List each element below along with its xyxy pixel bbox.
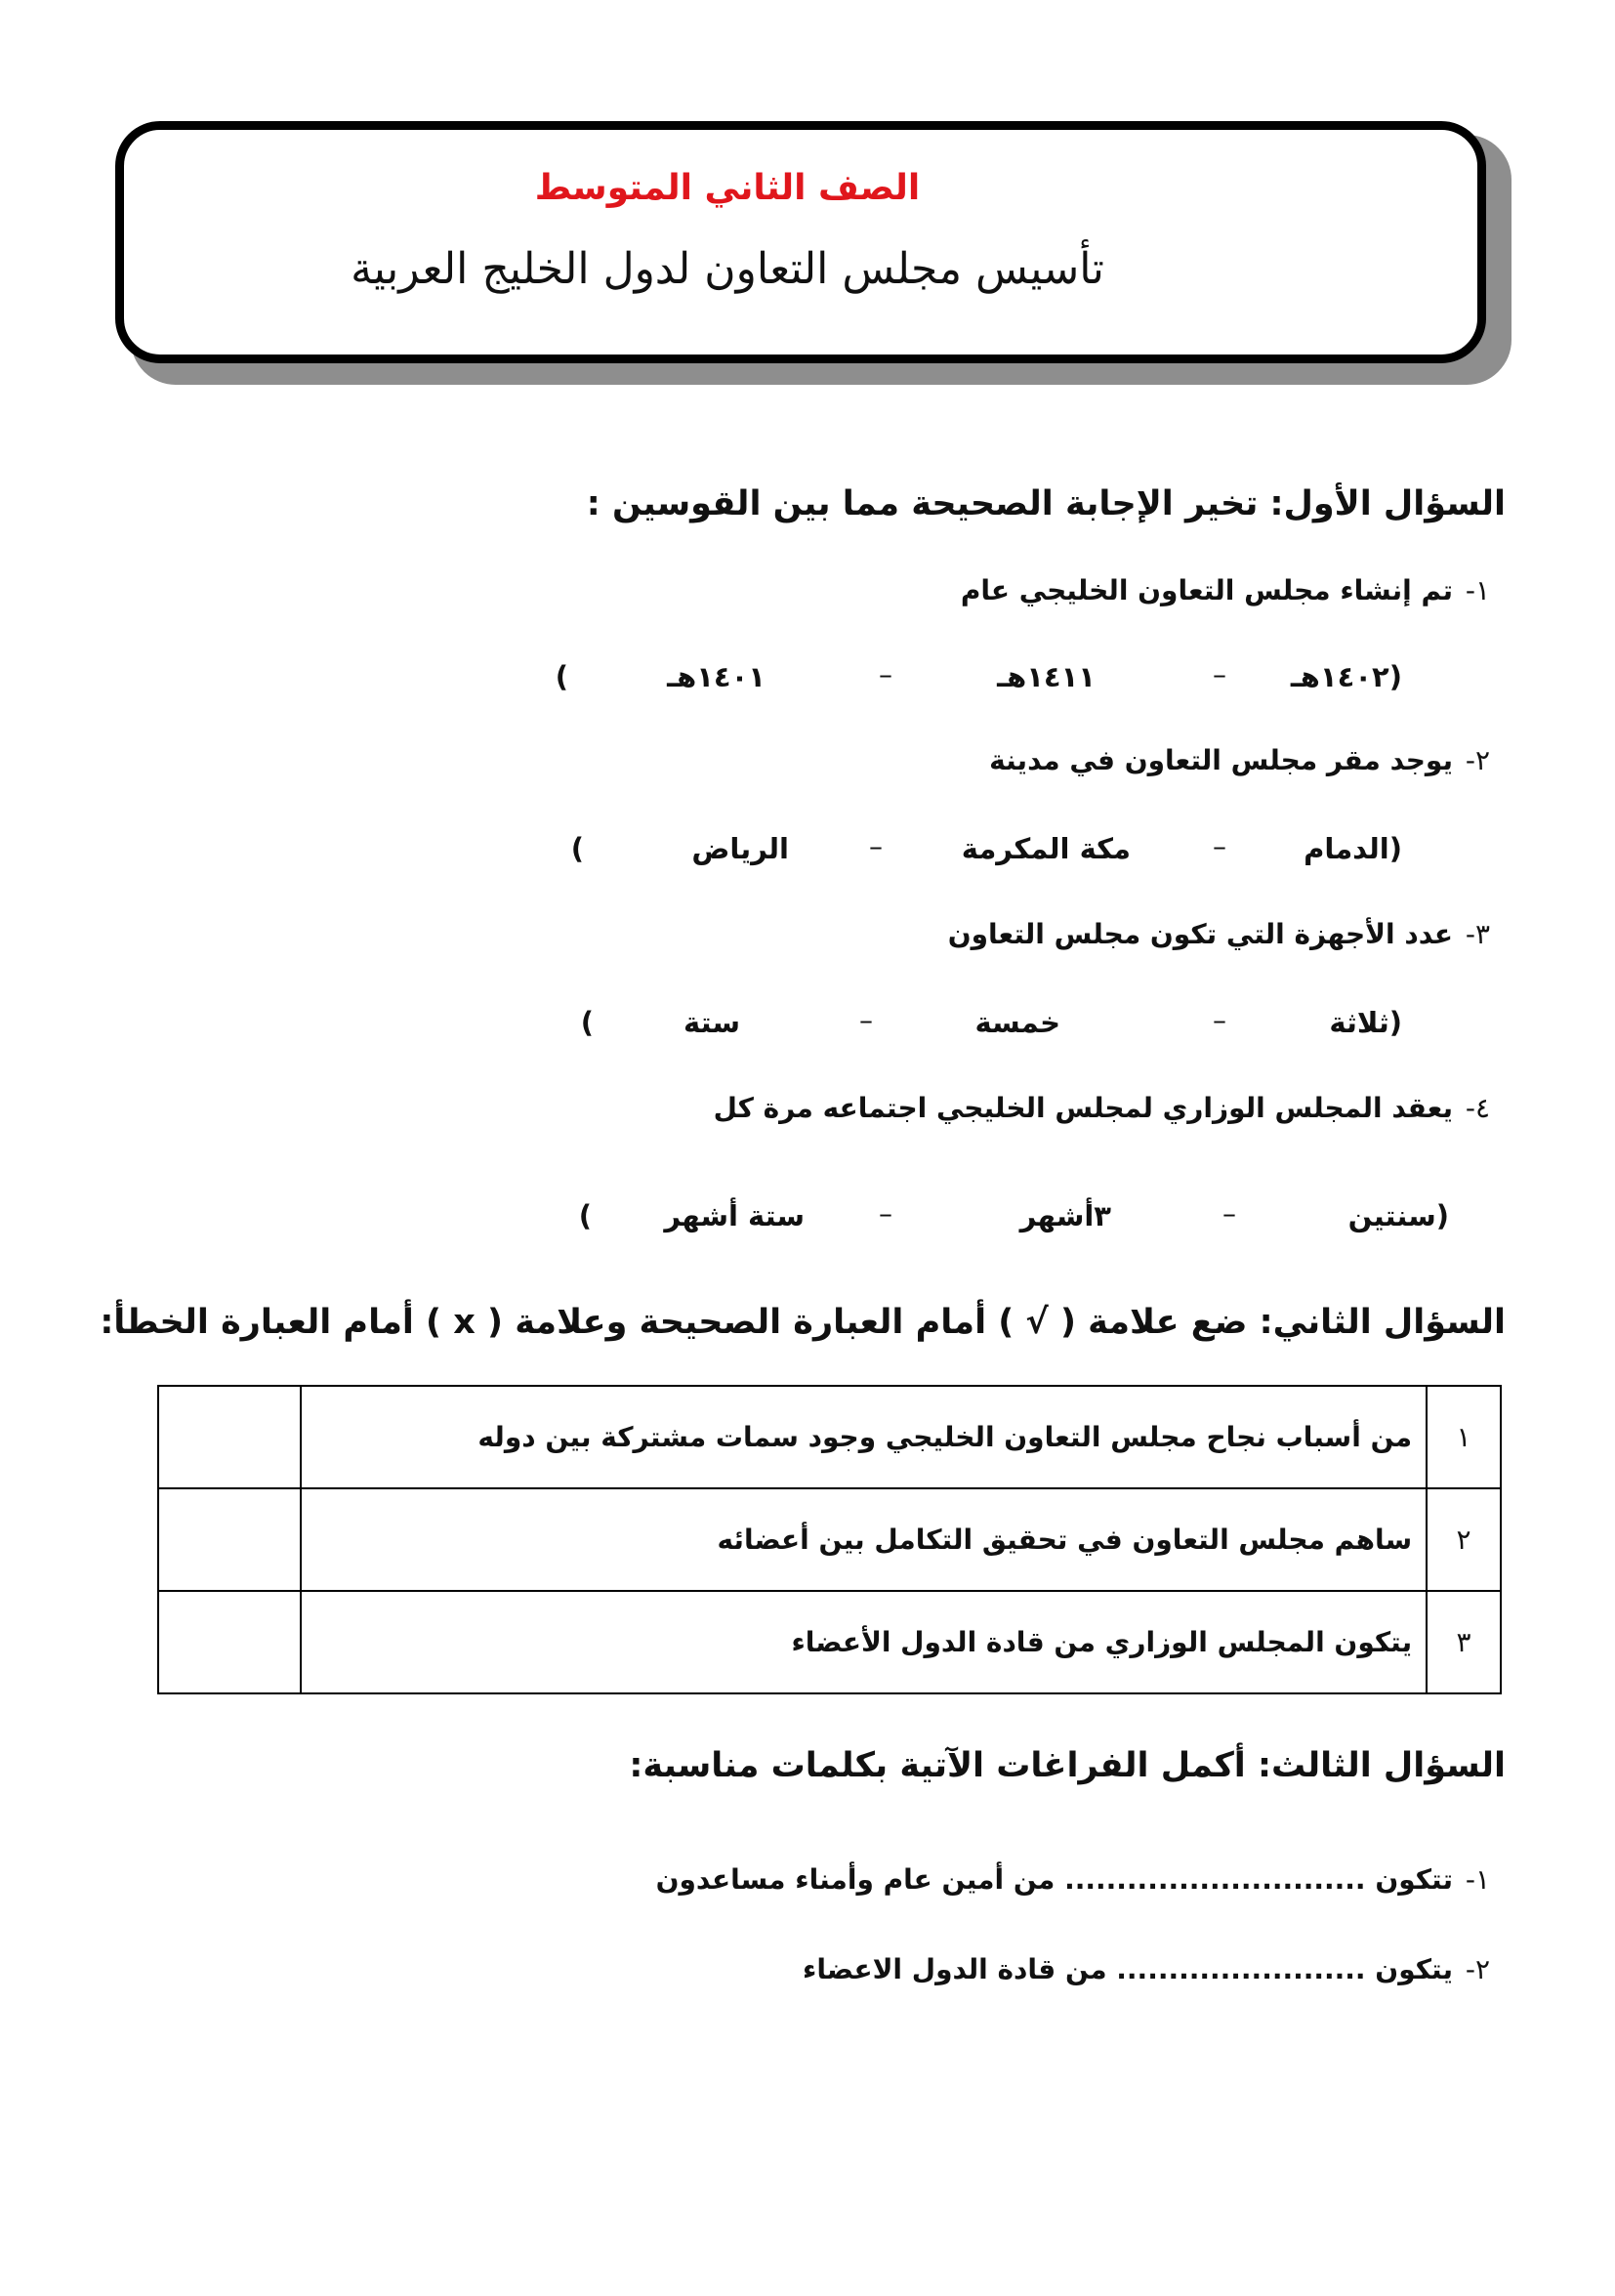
choice: (١٤٠٢هـ [1290, 660, 1402, 693]
choice: ٣أشهر [1019, 1199, 1111, 1232]
choice: (ثلاثة [1329, 1006, 1402, 1039]
item-text: يعقد المجلس الوزاري لمجلس الخليجي اجتماعه مرة كل [713, 1092, 1453, 1124]
true-false-table [157, 1385, 1502, 1694]
question-2-heading: السؤال الثاني: ضع علامة ( √ ) أمام العبارة الصحيحة وعلامة ( x ) أمام العبارة الخطأ: [100, 1303, 1506, 1342]
header-box [115, 121, 1486, 363]
item-number: ٢- [1465, 1953, 1490, 1985]
row-number: ١ [1427, 1386, 1501, 1488]
item-text: عدد الأجهزة التي تكون مجلس التعاون [947, 918, 1453, 950]
choice: ١٤٠١هـ [667, 660, 766, 693]
choice-close: ) [580, 1006, 594, 1039]
item-number: ٢- [1465, 744, 1490, 776]
table-row [158, 1591, 1501, 1693]
question-1-item-2 [989, 744, 1490, 776]
item-text: تم إنشاء مجلس التعاون الخليجي عام [960, 574, 1453, 606]
row-number: ٢ [1427, 1488, 1501, 1591]
choice: مكة المكرمة [961, 832, 1131, 865]
answer-cell[interactable] [158, 1386, 301, 1488]
question-1-heading: السؤال الأول: تخير الإجابة الصحيحة مما بين القوسين : [586, 484, 1506, 523]
row-statement: ساهم مجلس التعاون في تحقيق التكامل بين أعضائه [301, 1488, 1427, 1591]
item-number: ١- [1465, 574, 1490, 606]
item-text: يتكون ........................ من قادة الدول الاعضاء [803, 1953, 1453, 1985]
choice-close: ) [570, 832, 584, 865]
choice-separator: – [1222, 1197, 1236, 1230]
fill-blank-item-2 [803, 1953, 1490, 1985]
choice-close: ) [555, 660, 568, 693]
question-1-item-4 [714, 1092, 1490, 1124]
choice-separator: – [879, 1197, 892, 1230]
choice-separator: – [1213, 658, 1226, 690]
item-number: ٤- [1465, 1092, 1490, 1124]
fill-blank-item-1 [656, 1863, 1490, 1896]
question-3-heading: السؤال الثالث: أكمل الفراغات الآتية بكلمات مناسبة: [629, 1746, 1506, 1785]
choice-separator: – [1213, 830, 1226, 862]
question-1-item-1 [961, 574, 1490, 606]
choice-separator: – [879, 658, 892, 690]
table-row [158, 1488, 1501, 1591]
choice-separator: – [869, 830, 883, 862]
choice-separator: – [1213, 1004, 1226, 1036]
answer-cell[interactable] [158, 1591, 301, 1693]
choice: ١٤١١هـ [997, 660, 1096, 693]
choice: ستة [683, 1006, 740, 1039]
choice: خمسة [974, 1006, 1060, 1039]
row-statement: يتكون المجلس الوزاري من قادة الدول الأعضاء [301, 1591, 1427, 1693]
answer-cell[interactable] [158, 1488, 301, 1591]
item-text: تتكون ............................. من أمين عام وأمناء مساعدون [655, 1863, 1453, 1896]
grade-label: الصف الثاني المتوسط [534, 168, 921, 208]
choice-close: ) [578, 1199, 592, 1232]
item-number: ١- [1465, 1863, 1490, 1896]
lesson-title: تأسيس مجلس التعاون لدول الخليج العربية [351, 244, 1104, 294]
table-row [158, 1386, 1501, 1488]
choice: (الدمام [1304, 832, 1402, 865]
choice: (سنتين [1347, 1199, 1449, 1232]
choice-separator: – [859, 1004, 873, 1036]
choice: الرياض [691, 832, 789, 865]
item-number: ٣- [1465, 918, 1490, 950]
question-1-item-3 [948, 918, 1490, 950]
row-statement: من أسباب نجاح مجلس التعاون الخليجي وجود سمات مشتركة بين دوله [301, 1386, 1427, 1488]
item-text: يوجد مقر مجلس التعاون في مدينة [989, 744, 1453, 776]
choice: ستة أشهر [664, 1199, 805, 1232]
row-number: ٣ [1427, 1591, 1501, 1693]
